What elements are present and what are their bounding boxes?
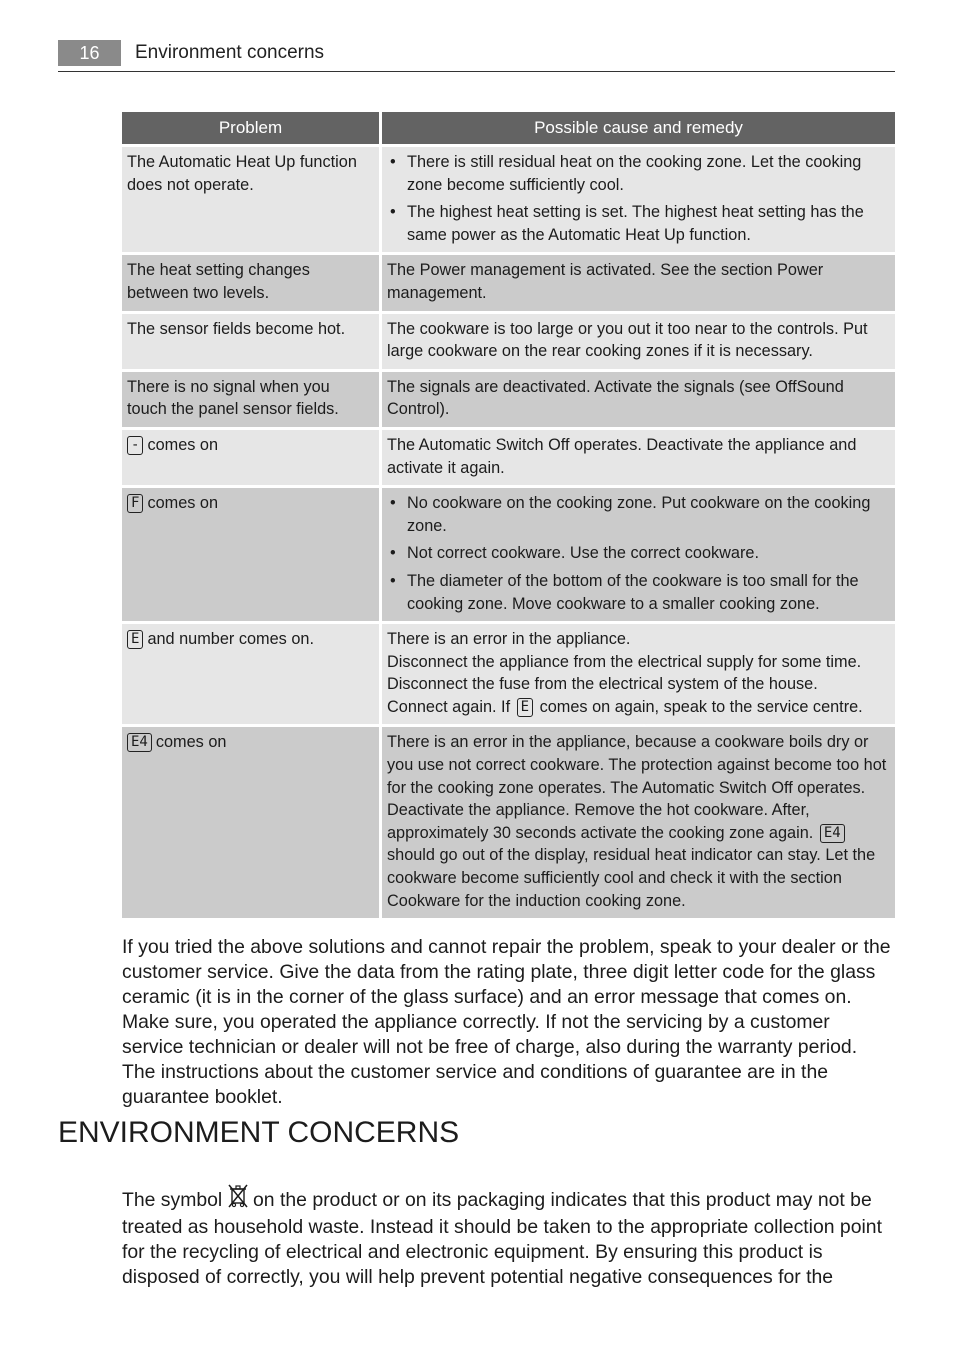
section-heading: ENVIRONMENT CONCERNS: [58, 1116, 460, 1149]
remedy-paragraph: There is an error in the appliance, because a cookware boils dry or you use not correct cookware. The protection against become too hot for the cooking zone operates. The Automatic Switch Off operates.: [387, 733, 887, 797]
remedy-list-item: • The diameter of the bottom of the cookware is too small for the cooking zone. Move cookware to a smaller cooking zone.: [387, 570, 890, 615]
remedy-cell: [382, 485, 895, 621]
remedy-text: comes on again, speak to the service centre.: [539, 697, 863, 716]
problem-cell: There is no signal when you touch the panel sensor fields.: [122, 369, 382, 427]
remedy-list: [387, 151, 890, 246]
page-header: [58, 40, 895, 72]
remedy-list-item: • The highest heat setting is set. The highest heat setting has the same power as the Automatic Heat Up function.: [387, 201, 890, 246]
table-row: [122, 485, 895, 621]
table-header-row: [122, 112, 895, 144]
display-symbol-e4: E4: [820, 824, 845, 843]
problem-cell: [122, 427, 382, 485]
troubleshooting-table: [122, 112, 895, 918]
remedy-cell: The cookware is too large or you out it too near to the controls. Put large cookware on the rear cooking zones if it is necessary.: [382, 311, 895, 369]
remedy-cell: [382, 724, 895, 918]
remedy-line: [387, 696, 890, 719]
remedy-line: Disconnect the appliance from the electrical supply for some time. Disconnect the fuse from the electrical system of the house.: [387, 652, 862, 694]
remedy-text: Connect again. If: [387, 697, 511, 716]
problem-text: and number comes on.: [147, 630, 314, 649]
header-section-title: Environment concerns: [135, 42, 325, 63]
crossed-out-wheelie-bin-icon: [228, 1184, 248, 1215]
column-header-problem: Problem: [122, 112, 382, 144]
display-symbol-dash: -: [127, 436, 143, 455]
table-row: [122, 724, 895, 918]
service-paragraphs: [122, 935, 894, 1110]
table-row: [122, 144, 895, 252]
display-symbol-e: E: [127, 630, 143, 649]
problem-text: comes on: [147, 494, 219, 513]
problem-cell: [122, 485, 382, 621]
problem-cell: [122, 724, 382, 918]
problem-cell: The Automatic Heat Up function does not operate.: [122, 144, 382, 252]
paragraph: If you tried the above solutions and cannot repair the problem, speak to your dealer or the customer service. Give the data from the rating plate, three digit letter code for the glass ceramic (it is in the corner of the glass surface) and an error message that comes on.: [122, 936, 891, 1008]
remedy-paragraph: [387, 799, 890, 912]
remedy-text: Deactivate the appliance. Remove the hot cookware. After, approximately 30 seconds activate the cooking zone again.: [387, 801, 814, 842]
remedy-cell: [382, 621, 895, 724]
table-row: [122, 252, 895, 310]
remedy-cell: [382, 144, 895, 252]
display-symbol-e: E: [517, 698, 533, 717]
problem-cell: The heat setting changes between two levels.: [122, 252, 382, 310]
remedy-cell: The Power management is activated. See the section Power management.: [382, 252, 895, 310]
remedy-cell: The signals are deactivated. Activate the signals (see OffSound Control).: [382, 369, 895, 427]
problem-cell: The sensor fields become hot.: [122, 311, 382, 369]
problem-cell: [122, 621, 382, 724]
remedy-list-item: • Not correct cookware. Use the correct cookware.: [387, 542, 890, 565]
display-symbol-e4: E4: [127, 733, 152, 752]
table-row: [122, 427, 895, 485]
column-header-remedy: Possible cause and remedy: [382, 112, 895, 144]
remedy-line: There is an error in the appliance.: [387, 630, 631, 649]
display-symbol-f: F: [127, 494, 143, 513]
remedy-cell: The Automatic Switch Off operates. Deactivate the appliance and activate it again.: [382, 427, 895, 485]
remedy-list-item: • There is still residual heat on the cooking zone. Let the cooking zone become sufficiently cool.: [387, 151, 890, 196]
remedy-list: [387, 492, 890, 615]
paragraph-text: on the product or on its packaging indicates that this product may not be treated as household waste. Instead it should be taken to the appropriate collection point for the recycling of electrical and electronic equipment. By ensuring this product is disposed of correctly, you will help prevent potential negative consequences for the: [122, 1189, 882, 1288]
environment-paragraph: [122, 1184, 894, 1290]
paragraph-text: The symbol: [122, 1189, 223, 1211]
problem-text: comes on: [147, 435, 219, 454]
remedy-text: should go out of the display, residual heat indicator can stay. Let the cookware become sufficiently cool and check it with the section Cookware for the induction cooking zone.: [387, 846, 876, 910]
table-row: [122, 311, 895, 369]
problem-text: comes on: [155, 733, 227, 752]
remedy-list-item: • No cookware on the cooking zone. Put cookware on the cooking zone.: [387, 492, 890, 537]
table-row: [122, 621, 895, 724]
table-row: [122, 369, 895, 427]
paragraph: Make sure, you operated the appliance correctly. If not the servicing by a customer service technician or dealer will not be free of charge, also during the warranty period. The instructions about the customer service and conditions of guarantee are in the guarantee booklet.: [122, 1011, 858, 1108]
page-number: 16: [58, 40, 121, 66]
